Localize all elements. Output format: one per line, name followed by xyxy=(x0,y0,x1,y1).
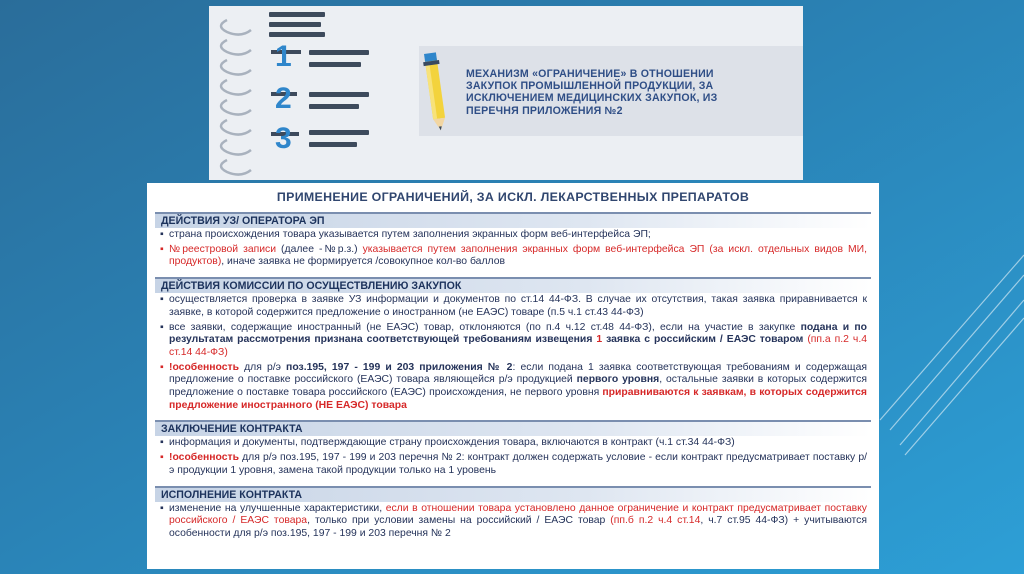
section-heading: ДЕЙСТВИЯ КОМИССИИ ПО ОСУЩЕСТВЛЕНИЮ ЗАКУПОК xyxy=(155,277,871,293)
section-heading: ИСПОЛНЕНИЕ КОНТРАКТА xyxy=(155,486,871,502)
bullet-item xyxy=(155,321,871,361)
text-run: №реестровой записи xyxy=(169,243,277,255)
text-run: : если подана 1 заявка соответствующая требованиям и содержащая предложение о поставке российского (ЕАЭС) товара являющейся р/э продукцией xyxy=(169,361,867,386)
text-run: изменение на улучшенные характеристики, xyxy=(169,502,386,514)
bullet-icon: ▪ xyxy=(160,452,164,464)
bullet-icon: ▪ xyxy=(160,437,164,449)
bullet-item xyxy=(155,502,871,542)
section-heading: ЗАКЛЮЧЕНИЕ КОНТРАКТА xyxy=(155,420,871,436)
spiral-binding-icon xyxy=(221,20,251,175)
panel-title: ПРИМЕНЕНИЕ ОГРАНИЧЕНИЙ, ЗА ИСКЛ. ЛЕКАРСТВЕННЫХ ПРЕПАРАТОВ xyxy=(276,190,750,204)
text-run: указывается путем заполнения экранных форм веб-интерфейса ЭП (за искл. отдельных видов МИ, продуктов) xyxy=(169,243,868,268)
text-run: подана и по результатам рассмотрения признана соответствующей требованиям извещения xyxy=(169,321,868,346)
bullet-icon: ▪ xyxy=(160,243,164,255)
text-run: если в отношении товара установлено данное ограничение и контракт предусматривает поставку российского / ЕАЭС товара xyxy=(169,502,867,527)
list-number-2: 2 xyxy=(275,82,292,115)
text-run: приравниваются к заявкам, в которых содержится предложение иностранного (НЕ ЕАЭС) товара xyxy=(169,387,867,411)
text-run: , ч.7 ст.95 44-ФЗ) + учитываются особенности для р/э поз.195, 197 - 199 и 203 перечня № 2 xyxy=(169,515,867,539)
bullet-item xyxy=(155,451,871,478)
text-run: для р/э xyxy=(239,361,287,373)
sections-container xyxy=(155,212,871,545)
list-number-1: 1 xyxy=(275,40,292,73)
text-run: 1 xyxy=(596,334,603,346)
text-run: , только при условии замены на российский / ЕАЭС товар xyxy=(307,515,611,527)
text-run: (пп.а п.2 ч.4 ст.14 44-ФЗ) xyxy=(169,334,868,358)
text-run: все заявки, содержащие иностранный (не ЕАЭС) товар, отклоняются (по п.4 ч.12 ст.48 44-ФЗ), если на участие в закупке xyxy=(169,321,801,333)
text-run: , иначе заявка не формируется /совокупное кол-во баллов xyxy=(221,256,506,268)
list-number-3: 3 xyxy=(275,122,292,155)
text-run: заявка с российским / ЕАЭС товаром xyxy=(602,334,804,346)
bullet-icon: ▪ xyxy=(160,229,164,240)
document-panel xyxy=(147,183,879,569)
text-run: информация и документы, подтверждающие страну происхождения товара, включаются в контракт (ч.1 ст.34 44-ФЗ) xyxy=(169,437,735,449)
bullet-icon: ▪ xyxy=(160,321,164,333)
banner-card xyxy=(209,6,803,180)
text-run: осуществляется проверка в заявке УЗ информации и документов по ст.14 44-ФЗ. В случае их отсутствия, такая заявка приравнивается к заявке, в которой содержится предложение о иностранном (не ЕАЭС) товаре (п.5 ч.1 ст.43 44-ФЗ) xyxy=(169,294,867,318)
bullet-item xyxy=(155,361,871,414)
banner-title: МЕХАНИЗМ «ОГРАНИЧЕНИЕ» В ОТНОШЕНИИ ЗАКУПОК ПРОМЫШЛЕННОЙ ПРОДУКЦИИ, ЗА ИСКЛЮЧЕНИЕМ МЕДИЦИНСКИХ ЗАКУПОК, ИЗ ПЕРЕЧНЯ ПРИЛОЖЕНИЯ №2 xyxy=(466,68,718,117)
bullet-item xyxy=(155,436,871,451)
text-run: !особенность xyxy=(169,361,240,373)
text-run: поз.195, 197 - 199 и 203 приложения № 2 xyxy=(286,361,513,373)
text-run: !особенность xyxy=(169,452,240,464)
bullet-icon: ▪ xyxy=(160,361,164,373)
bullet-icon: ▪ xyxy=(160,502,164,514)
text-run: (далее -№р.з.) xyxy=(276,243,363,255)
bullet-icon: ▪ xyxy=(160,294,164,306)
bullet-item xyxy=(155,228,871,243)
bullet-item xyxy=(155,243,871,270)
bullet-item xyxy=(155,293,871,320)
text-run: для р/э поз.195, 197 - 199 и 203 перечня № 2: контракт должен содержать условие - если контракт предусматривает поставку р/э продукции 1 уровня, замена такой продукции только на 1 уровень xyxy=(169,452,867,476)
text-run: , остальные заявки в которых содержится предложение о поставке товара российского (ЕАЭС) происхождения, не первого уровня xyxy=(169,374,867,399)
text-run: (пп.б п.2 ч.4 ст.14 xyxy=(610,515,701,527)
text-run: страна происхождения товара указывается путем заполнения экранных форм веб-интерфейса ЭП; xyxy=(169,229,651,240)
text-run: первого уровня xyxy=(576,374,660,386)
section-heading: ДЕЙСТВИЯ УЗ/ ОПЕРАТОРА ЭП xyxy=(155,212,871,228)
